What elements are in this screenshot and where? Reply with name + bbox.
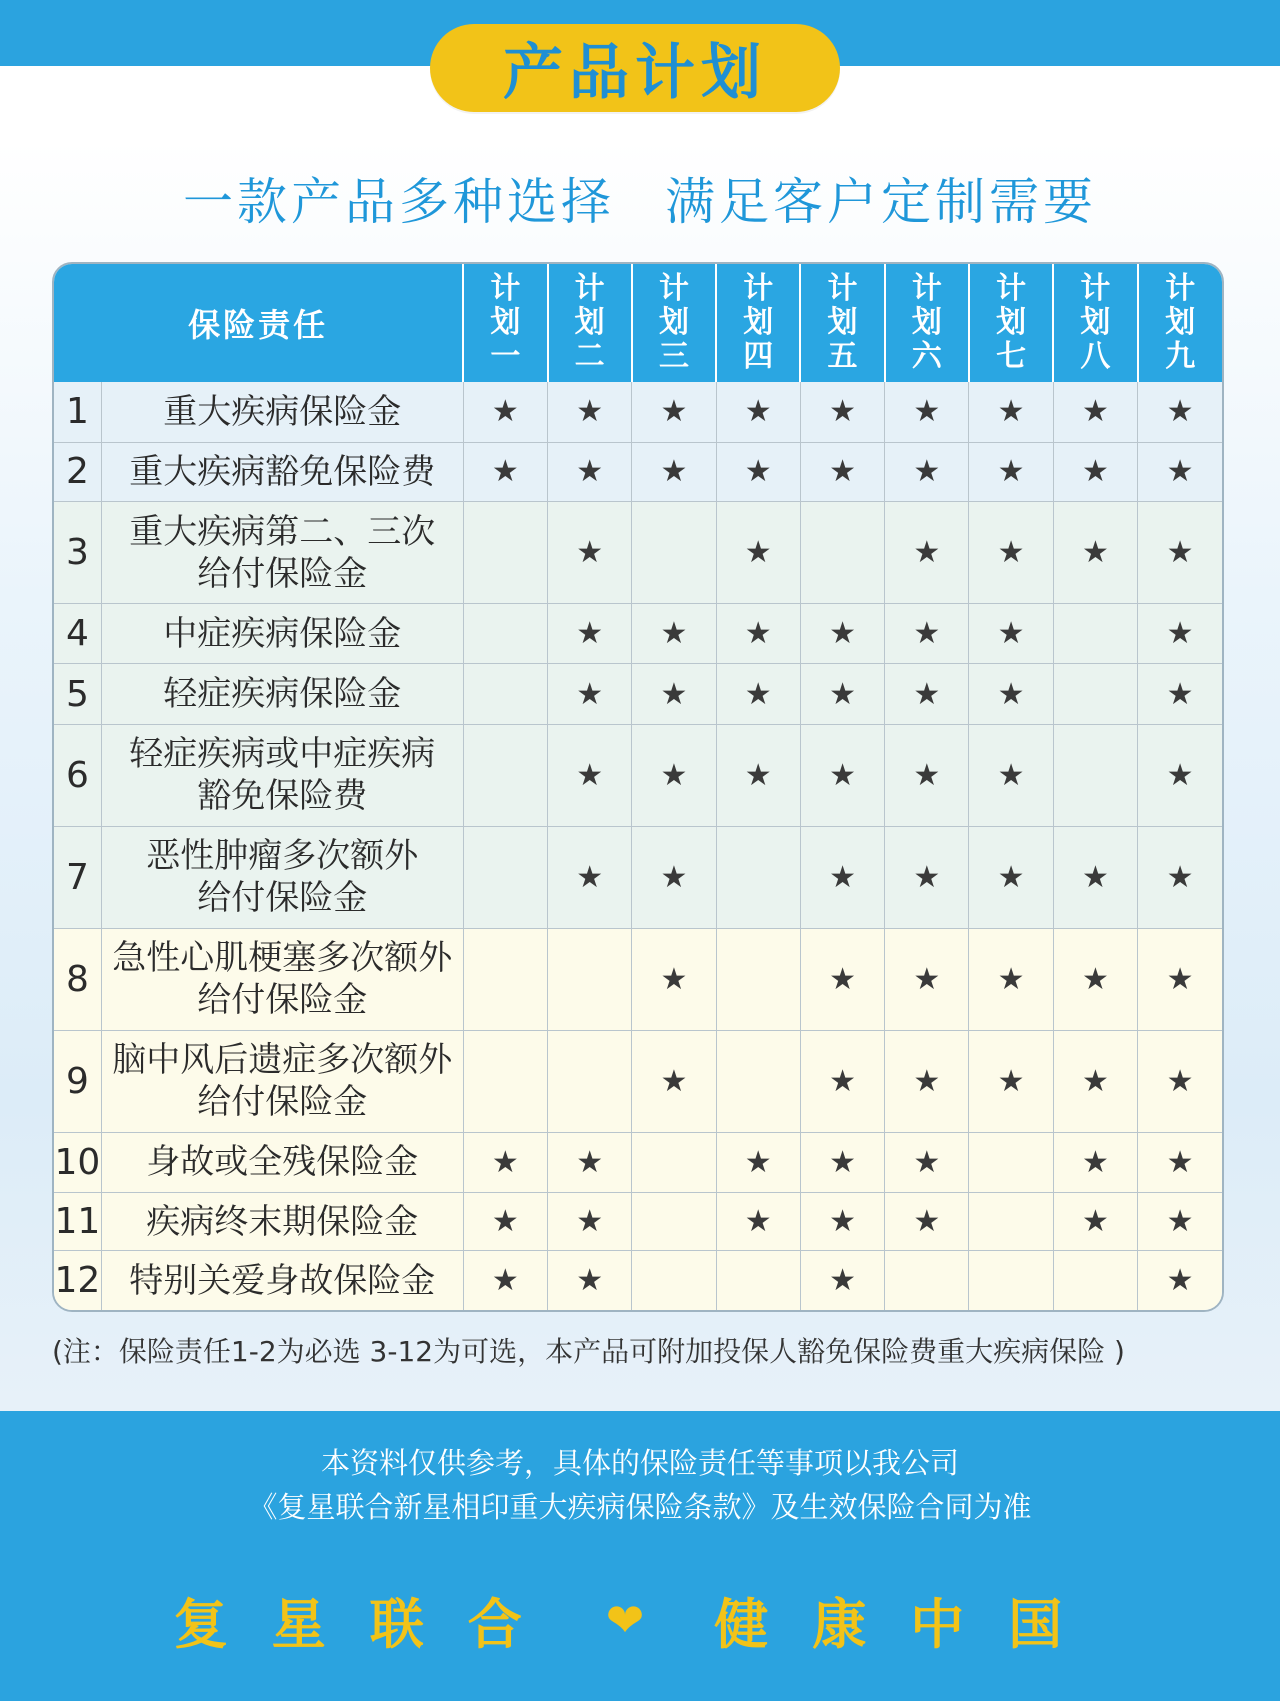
responsibility-name: 身故或全残保险金 — [101, 1132, 463, 1192]
star-icon: ★ — [800, 442, 884, 501]
star-icon: ★ — [1053, 382, 1137, 442]
star-icon: ★ — [1138, 604, 1222, 664]
star-icon: ★ — [800, 928, 884, 1030]
header-plan-char: 划 — [1080, 305, 1111, 340]
star-icon: ★ — [716, 1132, 800, 1192]
star-icon: ★ — [548, 826, 632, 928]
star-icon: ★ — [800, 1193, 884, 1251]
header-plan-char: 四 — [743, 339, 774, 374]
empty-cell — [632, 1132, 716, 1192]
star-icon: ★ — [885, 1193, 969, 1251]
star-icon: ★ — [1053, 1030, 1137, 1132]
star-icon: ★ — [548, 664, 632, 724]
star-icon: ★ — [632, 1030, 716, 1132]
star-icon: ★ — [716, 724, 800, 826]
header-plan-char: 九 — [1165, 339, 1196, 374]
star-icon: ★ — [1138, 1193, 1222, 1251]
star-icon: ★ — [1053, 826, 1137, 928]
table-row — [54, 502, 1222, 604]
star-icon: ★ — [1138, 826, 1222, 928]
responsibility-name: 恶性肿瘤多次额外 给付保险金 — [101, 826, 463, 928]
star-icon: ★ — [716, 604, 800, 664]
star-icon: ★ — [969, 1030, 1053, 1132]
responsibility-name: 中症疾病保险金 — [101, 604, 463, 664]
table-row — [54, 928, 1222, 1030]
header-responsibility: 保险责任 — [54, 264, 463, 382]
disclaimer — [0, 1441, 1280, 1529]
star-icon: ★ — [548, 1193, 632, 1251]
header-plan-char: 划 — [658, 305, 689, 340]
star-icon: ★ — [800, 604, 884, 664]
table-row — [54, 1132, 1222, 1192]
empty-cell — [632, 1193, 716, 1251]
header-plan-char: 五 — [827, 339, 858, 374]
star-icon: ★ — [885, 724, 969, 826]
star-icon: ★ — [1053, 928, 1137, 1030]
star-icon: ★ — [969, 724, 1053, 826]
star-icon: ★ — [1138, 664, 1222, 724]
star-icon: ★ — [1053, 1193, 1137, 1251]
star-icon: ★ — [716, 1193, 800, 1251]
empty-cell — [463, 724, 547, 826]
star-icon: ★ — [548, 1132, 632, 1192]
header-plan-char: 计 — [574, 271, 605, 306]
star-icon: ★ — [632, 826, 716, 928]
responsibility-name: 重大疾病第二、三次 给付保险金 — [101, 502, 463, 604]
row-number: 3 — [54, 502, 101, 604]
row-number: 1 — [54, 382, 101, 442]
empty-cell — [716, 1030, 800, 1132]
star-icon: ★ — [969, 442, 1053, 501]
star-icon: ★ — [548, 442, 632, 501]
header-plan-char: 计 — [743, 271, 774, 306]
header-plan-char: 计 — [996, 271, 1027, 306]
row-number: 7 — [54, 826, 101, 928]
header-plan-char: 计 — [1080, 271, 1111, 306]
star-icon: ★ — [885, 442, 969, 501]
responsibility-name: 脑中风后遗症多次额外 给付保险金 — [101, 1030, 463, 1132]
header-plan-char: 三 — [658, 339, 689, 374]
responsibility-name: 急性心肌梗塞多次额外 给付保险金 — [101, 928, 463, 1030]
star-icon: ★ — [632, 724, 716, 826]
star-icon: ★ — [800, 1132, 884, 1192]
empty-cell — [463, 826, 547, 928]
star-icon: ★ — [969, 826, 1053, 928]
empty-cell — [1053, 604, 1137, 664]
star-icon: ★ — [632, 442, 716, 501]
star-icon: ★ — [885, 928, 969, 1030]
header-plan-6 — [885, 264, 969, 382]
star-icon: ★ — [548, 502, 632, 604]
header-plan-char: 一 — [490, 339, 521, 374]
star-icon: ★ — [969, 604, 1053, 664]
header-plan-9 — [1138, 264, 1222, 382]
row-number: 2 — [54, 442, 101, 501]
disclaimer-line-1: 本资料仅供参考，具体的保险责任等事项以我公司 — [320, 1446, 959, 1480]
responsibility-name: 特别关爱身故保险金 — [101, 1251, 463, 1310]
empty-cell — [969, 1251, 1053, 1310]
table-row — [54, 604, 1222, 664]
star-icon: ★ — [1138, 502, 1222, 604]
empty-cell — [463, 664, 547, 724]
empty-cell — [716, 1251, 800, 1310]
header-plan-char: 计 — [658, 271, 689, 306]
empty-cell — [1053, 664, 1137, 724]
star-icon: ★ — [463, 1193, 547, 1251]
star-icon: ★ — [800, 382, 884, 442]
row-number: 10 — [54, 1132, 101, 1192]
empty-cell — [463, 1030, 547, 1132]
header-plan-char: 六 — [911, 339, 942, 374]
empty-cell — [716, 826, 800, 928]
empty-cell — [463, 928, 547, 1030]
header-plan-char: 计 — [827, 271, 858, 306]
star-icon: ★ — [800, 1251, 884, 1310]
star-icon: ★ — [1138, 382, 1222, 442]
page-title: 产品计划 — [503, 38, 767, 108]
plan-table — [54, 264, 1222, 1310]
slogan — [0, 1585, 1280, 1655]
table-row — [54, 1030, 1222, 1132]
table-row — [54, 1193, 1222, 1251]
table-row — [54, 724, 1222, 826]
star-icon: ★ — [885, 1030, 969, 1132]
star-icon: ★ — [1138, 724, 1222, 826]
table-body — [54, 382, 1222, 1310]
empty-cell — [463, 502, 547, 604]
star-icon: ★ — [716, 664, 800, 724]
header-plan-char: 划 — [743, 305, 774, 340]
empty-cell — [1053, 724, 1137, 826]
header-plan-char: 划 — [911, 305, 942, 340]
heart-icon: ❤ — [605, 1593, 645, 1647]
header-plan-char: 划 — [1165, 305, 1196, 340]
header-plan-char: 划 — [574, 305, 605, 340]
empty-cell — [548, 928, 632, 1030]
star-icon: ★ — [1138, 1132, 1222, 1192]
empty-cell — [969, 1193, 1053, 1251]
empty-cell — [632, 1251, 716, 1310]
empty-cell — [548, 1030, 632, 1132]
star-icon: ★ — [885, 382, 969, 442]
row-number: 6 — [54, 724, 101, 826]
empty-cell — [885, 1251, 969, 1310]
header-plan-char: 划 — [996, 305, 1027, 340]
row-number: 11 — [54, 1193, 101, 1251]
star-icon: ★ — [969, 502, 1053, 604]
table-header-row — [54, 264, 1222, 382]
header-plan-char: 计 — [1165, 271, 1196, 306]
star-icon: ★ — [463, 1132, 547, 1192]
responsibility-name: 轻症疾病保险金 — [101, 664, 463, 724]
table-row — [54, 664, 1222, 724]
disclaimer-line-2: 《复星联合新星相印重大疾病保险条款》及生效保险合同为准 — [248, 1490, 1032, 1524]
star-icon: ★ — [800, 1030, 884, 1132]
star-icon: ★ — [1053, 502, 1137, 604]
star-icon: ★ — [969, 382, 1053, 442]
row-number: 4 — [54, 604, 101, 664]
header-plan-7 — [969, 264, 1053, 382]
header-plan-char: 计 — [490, 271, 521, 306]
star-icon: ★ — [632, 382, 716, 442]
star-icon: ★ — [548, 604, 632, 664]
footer — [0, 1411, 1280, 1701]
row-number: 9 — [54, 1030, 101, 1132]
table-row — [54, 442, 1222, 501]
star-icon: ★ — [1138, 1251, 1222, 1310]
star-icon: ★ — [885, 826, 969, 928]
star-icon: ★ — [885, 502, 969, 604]
star-icon: ★ — [463, 382, 547, 442]
header-plan-2 — [548, 264, 632, 382]
table-row — [54, 382, 1222, 442]
table-row — [54, 1251, 1222, 1310]
row-number: 5 — [54, 664, 101, 724]
page-subtitle: 一款产品多种选择 满足客户定制需要 — [183, 173, 1097, 231]
plan-table-container — [52, 262, 1224, 1312]
star-icon: ★ — [716, 502, 800, 604]
header-plan-char: 划 — [490, 305, 521, 340]
star-icon: ★ — [463, 1251, 547, 1310]
row-number: 8 — [54, 928, 101, 1030]
row-number: 12 — [54, 1251, 101, 1310]
header-plan-char: 七 — [996, 339, 1027, 374]
star-icon: ★ — [548, 1251, 632, 1310]
star-icon: ★ — [716, 382, 800, 442]
table-note: (注：保险责任1-2为必选 3-12为可选，本产品可附加投保人豁免保险费重大疾病保险 ) — [52, 1335, 1125, 1368]
empty-cell — [463, 604, 547, 664]
header-plan-char: 计 — [911, 271, 942, 306]
header-plan-4 — [716, 264, 800, 382]
header-plan-1 — [463, 264, 547, 382]
responsibility-name: 重大疾病保险金 — [101, 382, 463, 442]
responsibility-name: 重大疾病豁免保险费 — [101, 442, 463, 501]
star-icon: ★ — [632, 604, 716, 664]
responsibility-name: 疾病终末期保险金 — [101, 1193, 463, 1251]
star-icon: ★ — [969, 664, 1053, 724]
slogan-left: 复星联合 — [173, 1592, 566, 1656]
header-plan-char: 二 — [574, 339, 605, 374]
star-icon: ★ — [885, 664, 969, 724]
table-row — [54, 826, 1222, 928]
star-icon: ★ — [969, 928, 1053, 1030]
title-badge — [430, 24, 840, 112]
empty-cell — [1053, 1251, 1137, 1310]
star-icon: ★ — [548, 382, 632, 442]
star-icon: ★ — [1138, 928, 1222, 1030]
star-icon: ★ — [1138, 442, 1222, 501]
star-icon: ★ — [463, 442, 547, 501]
slogan-right: 健康中国 — [714, 1592, 1107, 1656]
star-icon: ★ — [885, 604, 969, 664]
star-icon: ★ — [800, 664, 884, 724]
star-icon: ★ — [632, 664, 716, 724]
header-plan-char: 八 — [1080, 339, 1111, 374]
empty-cell — [716, 928, 800, 1030]
header-plan-8 — [1053, 264, 1137, 382]
star-icon: ★ — [800, 826, 884, 928]
star-icon: ★ — [885, 1132, 969, 1192]
star-icon: ★ — [1053, 1132, 1137, 1192]
star-icon: ★ — [548, 724, 632, 826]
star-icon: ★ — [800, 724, 884, 826]
empty-cell — [800, 502, 884, 604]
star-icon: ★ — [716, 442, 800, 501]
header-plan-char: 划 — [827, 305, 858, 340]
star-icon: ★ — [1138, 1030, 1222, 1132]
responsibility-name: 轻症疾病或中症疾病 豁免保险费 — [101, 724, 463, 826]
star-icon: ★ — [1053, 442, 1137, 501]
star-icon: ★ — [632, 928, 716, 1030]
empty-cell — [969, 1132, 1053, 1192]
header-plan-3 — [632, 264, 716, 382]
empty-cell — [632, 502, 716, 604]
header-plan-5 — [800, 264, 884, 382]
